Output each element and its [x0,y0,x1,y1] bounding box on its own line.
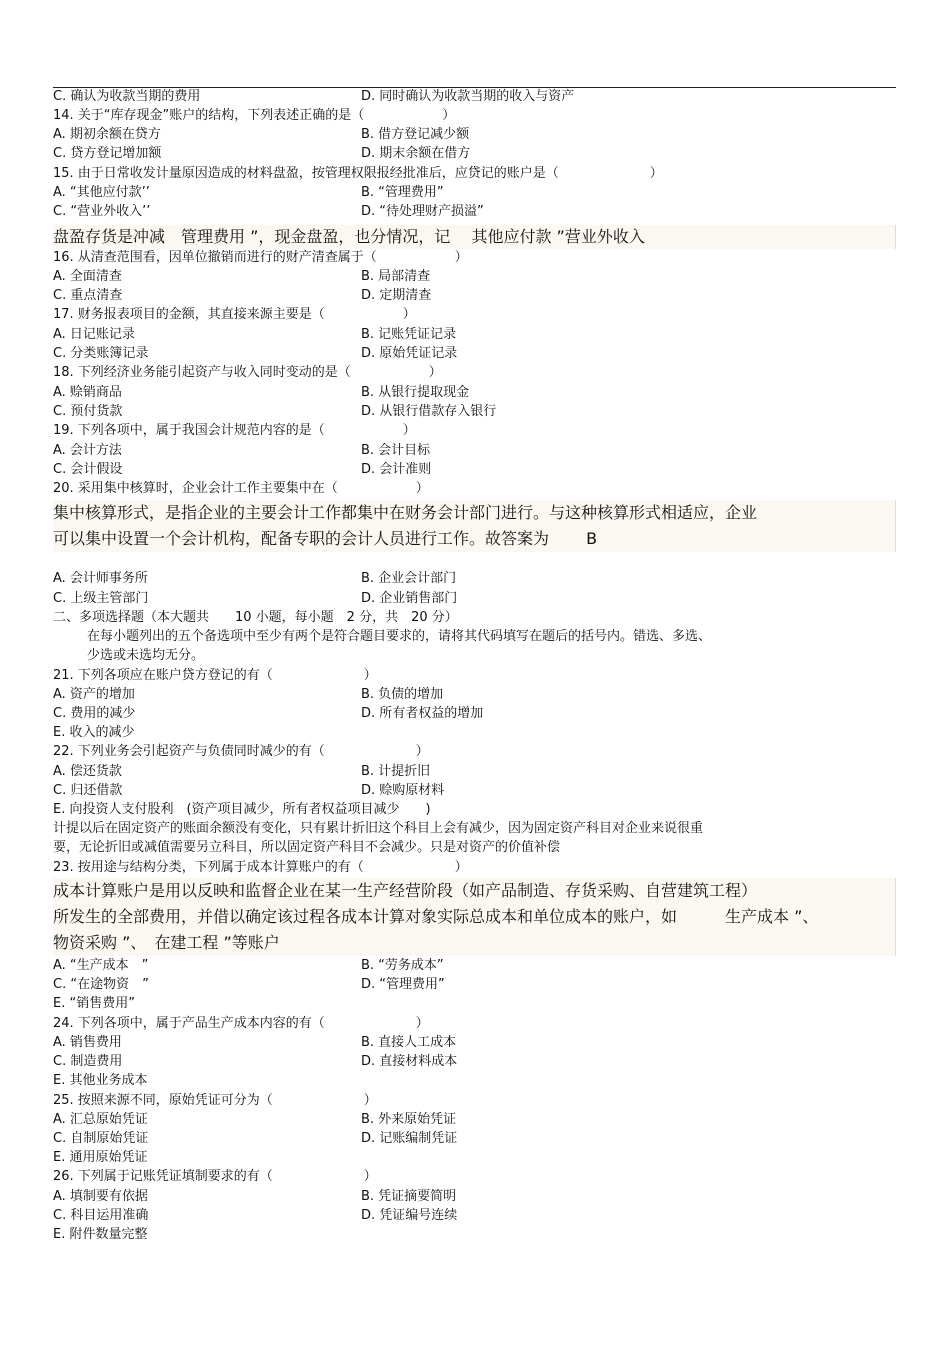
option-16-c: C. 重点清查 [53,288,123,303]
option-18-c: C. 预付货款 [53,404,123,419]
annotation-22-line-1: 计提以后在固定资产的账面余额没有变化，只有累计折旧这个科目上会有减少，因为固定资产科目对企业来说很重 [53,821,704,836]
question-24: 24. 下列各项中，属于产品生产成本内容的有（ ） [53,1016,429,1031]
annotation-23-line-1: 成本计算账户是用以反映和监督企业在某一生产经营阶段（如产品制造、存货采购、自营建筑工程） [53,881,758,900]
question-14: 14. 关于“库存现金”账户的结构，下列表述正确的是（ ） [53,108,456,123]
option-15-a: A. “其他应付款’’ [53,185,150,200]
option-24-d: D. 直接材料成本 [361,1054,458,1069]
section-2-instruction-1: 在每小题列出的五个备选项中至少有两个是符合题目要求的，请将其代码填写在题后的括号内。错选、多选、 [87,629,712,644]
option-26-b: B. 凭证摘要简明 [361,1189,457,1204]
annotation-20 [53,500,896,552]
option-13-c: C. 确认为收款当期的费用 [53,89,201,104]
option-15-d: D. “待处理财产损溢” [361,204,484,219]
option-19-d: D. 会计准则 [361,462,432,477]
question-20: 20. 采用集中核算时，企业会计工作主要集中在（ ） [53,481,429,496]
option-20-c: C. 上级主管部门 [53,591,149,606]
option-14-b: B. 借方登记减少额 [361,127,470,142]
option-18-b: B. 从银行提取现金 [361,385,470,400]
option-17-c: C. 分类账簿记录 [53,346,149,361]
option-22-a: A. 偿还货款 [53,764,122,779]
option-19-c: C. 会计假设 [53,462,123,477]
option-25-d: D. 记账编制凭证 [361,1131,458,1146]
option-25-c: C. 自制原始凭证 [53,1131,149,1146]
option-26-c: C. 科目运用准确 [53,1208,149,1223]
option-19-a: A. 会计方法 [53,443,122,458]
option-19-b: B. 会计目标 [361,443,431,458]
option-23-b: B. “劳务成本” [361,958,444,973]
option-24-b: B. 直接人工成本 [361,1035,457,1050]
question-19: 19. 下列各项中，属于我国会计规范内容的是（ ） [53,423,416,438]
option-14-a: A. 期初余额在贷方 [53,127,161,142]
annotation-23-line-2: 所发生的全部费用，并借以确定该过程各成本计算对象实际总成本和单位成本的账户，如 生产成本 ”、 [53,907,819,926]
option-18-a: A. 赊销商品 [53,385,122,400]
option-24-e: E. 其他业务成本 [53,1073,148,1088]
option-21-b: B. 负债的增加 [361,687,444,702]
option-25-b: B. 外来原始凭证 [361,1112,457,1127]
option-26-e: E. 附件数量完整 [53,1227,148,1242]
question-26: 26. 下列属于记账凭证填制要求的有（ ） [53,1169,377,1184]
option-13-d: D. 同时确认为收款当期的收入与资产 [361,89,575,104]
option-25-a: A. 汇总原始凭证 [53,1112,148,1127]
option-23-a: A. “生产成本 ” [53,958,149,973]
option-14-c: C. 贷方登记增加额 [53,146,162,161]
option-22-c: C. 归还借款 [53,783,123,798]
option-16-a: A. 全面清查 [53,269,122,284]
section-2-instruction-2: 少选或未选均无分。 [87,648,205,663]
option-24-a: A. 销售费用 [53,1035,122,1050]
question-15: 15. 由于日常收发计量原因造成的材料盘盈，按管理权限报经批准后，应贷记的账户是（ ） [53,166,663,181]
option-16-b: B. 局部清查 [361,269,431,284]
option-17-a: A. 日记账记录 [53,327,135,342]
annotation-15 [53,225,896,249]
section-2-heading: 二、多项选择题（本大题共 10 小题，每小题 2 分，共 20 分） [53,610,458,625]
option-15-b: B. “管理费用” [361,185,444,200]
option-18-d: D. 从银行借款存入银行 [361,404,497,419]
option-21-d: D. 所有者权益的增加 [361,706,484,721]
option-26-d: D. 凭证编号连续 [361,1208,458,1223]
option-21-c: C. 费用的减少 [53,706,136,721]
annotation-20-line-2: 可以集中设置一个会计机构，配备专职的会计人员进行工作。故答案为 B [53,529,598,548]
option-20-b: B. 企业会计部门 [361,571,457,586]
option-25-e: E. 通用原始凭证 [53,1150,148,1165]
option-17-b: B. 记账凭证记录 [361,327,457,342]
option-23-e: E. “销售费用” [53,996,135,1011]
option-21-a: A. 资产的增加 [53,687,135,702]
option-26-a: A. 填制要有依据 [53,1189,148,1204]
option-15-c: C. “营业外收入’’ [53,204,151,219]
question-21: 21. 下列各项应在账户贷方登记的有（ ） [53,668,377,683]
question-17: 17. 财务报表项目的金额，其直接来源主要是（ ） [53,307,416,322]
option-14-d: D. 期末余额在借方 [361,146,471,161]
option-24-c: C. 制造费用 [53,1054,123,1069]
option-16-d: D. 定期清查 [361,288,432,303]
question-16: 16. 从清查范围看，因单位撤销而进行的财产清查属于（ ） [53,250,468,265]
annotation-23-line-3: 物资采购 ”、 在建工程 ”等账户 [53,933,280,952]
option-23-d: D. “管理费用” [361,977,445,992]
question-18: 18. 下列经济业务能引起资产与收入同时变动的是（ ） [53,365,442,380]
annotation-15-text: 盘盈存货是冲减 管理费用 ”，现金盘盈，也分情况，记 其他应付款 ”营业外收入 [53,227,645,246]
annotation-22-line-2: 要，无论折旧或减值需要另立科目，所以固定资产科目不会减少。只是对资产的价值补偿 [53,840,561,855]
question-22: 22. 下列业务会引起资产与负债同时减少的有（ ） [53,744,429,759]
annotation-23 [53,878,896,956]
question-25: 25. 按照来源不同，原始凭证可分为（ ） [53,1093,377,1108]
annotation-20-line-1: 集中核算形式，是指企业的主要会计工作都集中在财务会计部门进行。与这种核算形式相适应，企业 [53,503,758,522]
option-20-a: A. 会计师事务所 [53,571,148,586]
question-23: 23. 按用途与结构分类，下列属于成本计算账户的有（ ） [53,860,468,875]
option-21-e: E. 收入的减少 [53,725,135,740]
option-23-c: C. “在途物资 ” [53,977,149,992]
option-22-d: D. 赊购原材料 [361,783,445,798]
option-20-d: D. 企业销售部门 [361,591,458,606]
option-22-e: E. 向投资人支付股利 (资产项目减少，所有者权益项目减少 ) [53,802,431,817]
option-17-d: D. 原始凭证记录 [361,346,458,361]
option-22-b: B. 计提折旧 [361,764,431,779]
